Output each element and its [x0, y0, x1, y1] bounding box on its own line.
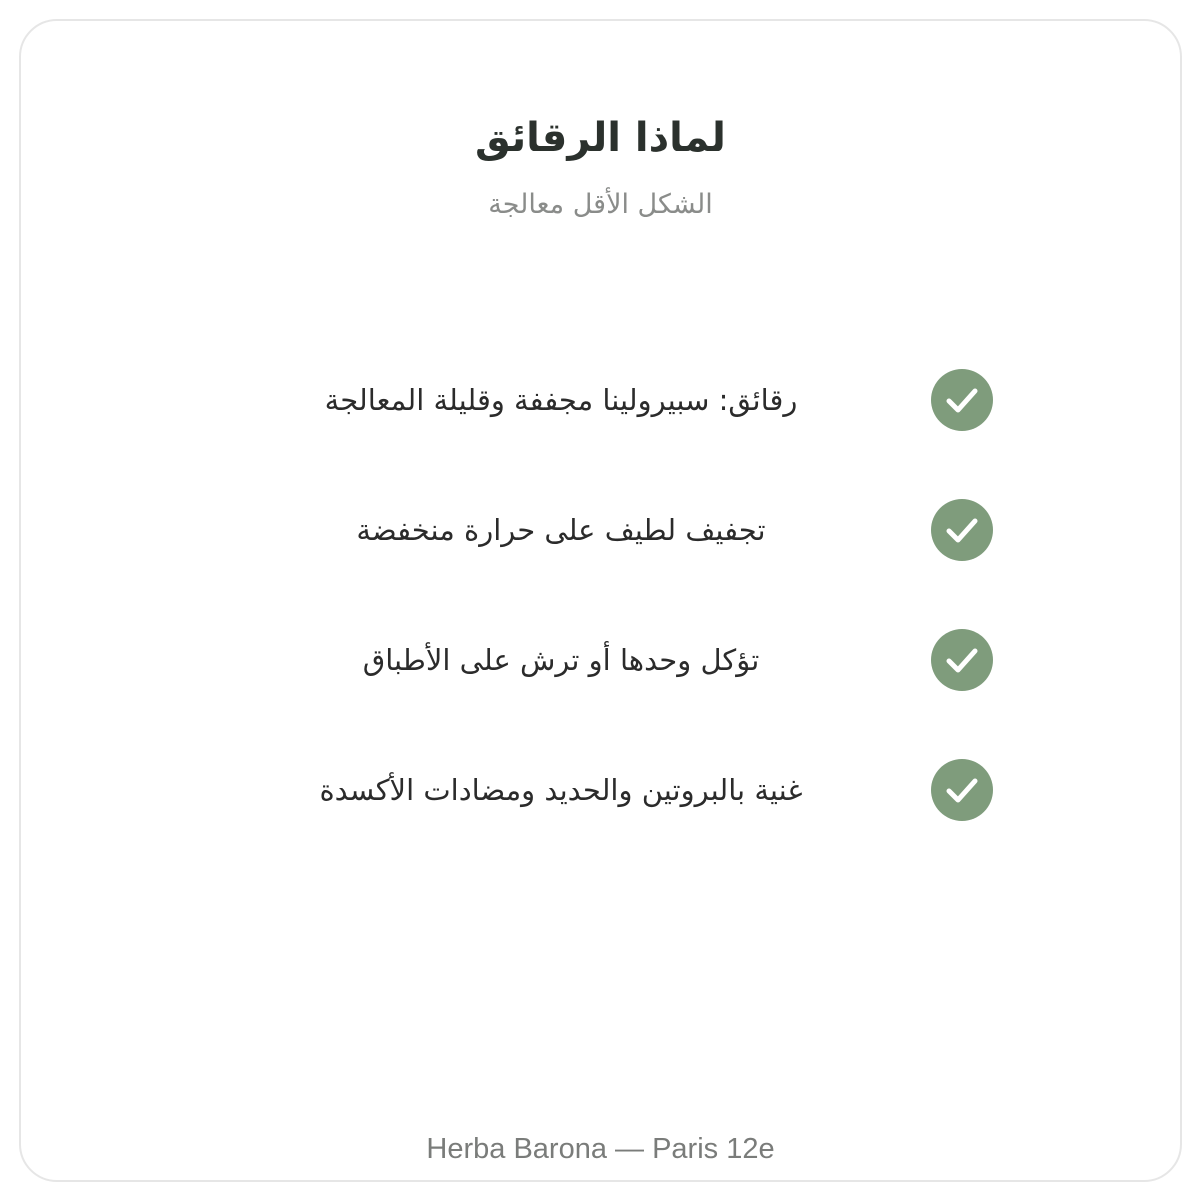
page-subtitle: الشكل الأقل معالجة — [488, 189, 713, 220]
feature-label: تجفيف لطيف على حرارة منخفضة — [356, 513, 766, 547]
feature-label: غنية بالبروتين والحديد ومضادات الأكسدة — [319, 773, 803, 807]
footer-brand: Herba Barona — Paris 12e — [426, 1133, 775, 1165]
info-card — [19, 19, 1182, 1182]
feature-item — [21, 759, 1180, 821]
feature-item — [21, 629, 1180, 691]
check-circle-icon — [931, 369, 993, 431]
feature-label: تؤكل وحدها أو ترش على الأطباق — [362, 643, 760, 677]
check-circle-icon — [931, 759, 993, 821]
feature-item — [21, 369, 1180, 431]
check-circle-icon — [931, 499, 993, 561]
feature-item — [21, 499, 1180, 561]
page-title: لماذا الرقائق — [475, 115, 726, 161]
check-circle-icon — [931, 629, 993, 691]
feature-label: رقائق: سبيرولينا مجففة وقليلة المعالجة — [324, 383, 798, 417]
